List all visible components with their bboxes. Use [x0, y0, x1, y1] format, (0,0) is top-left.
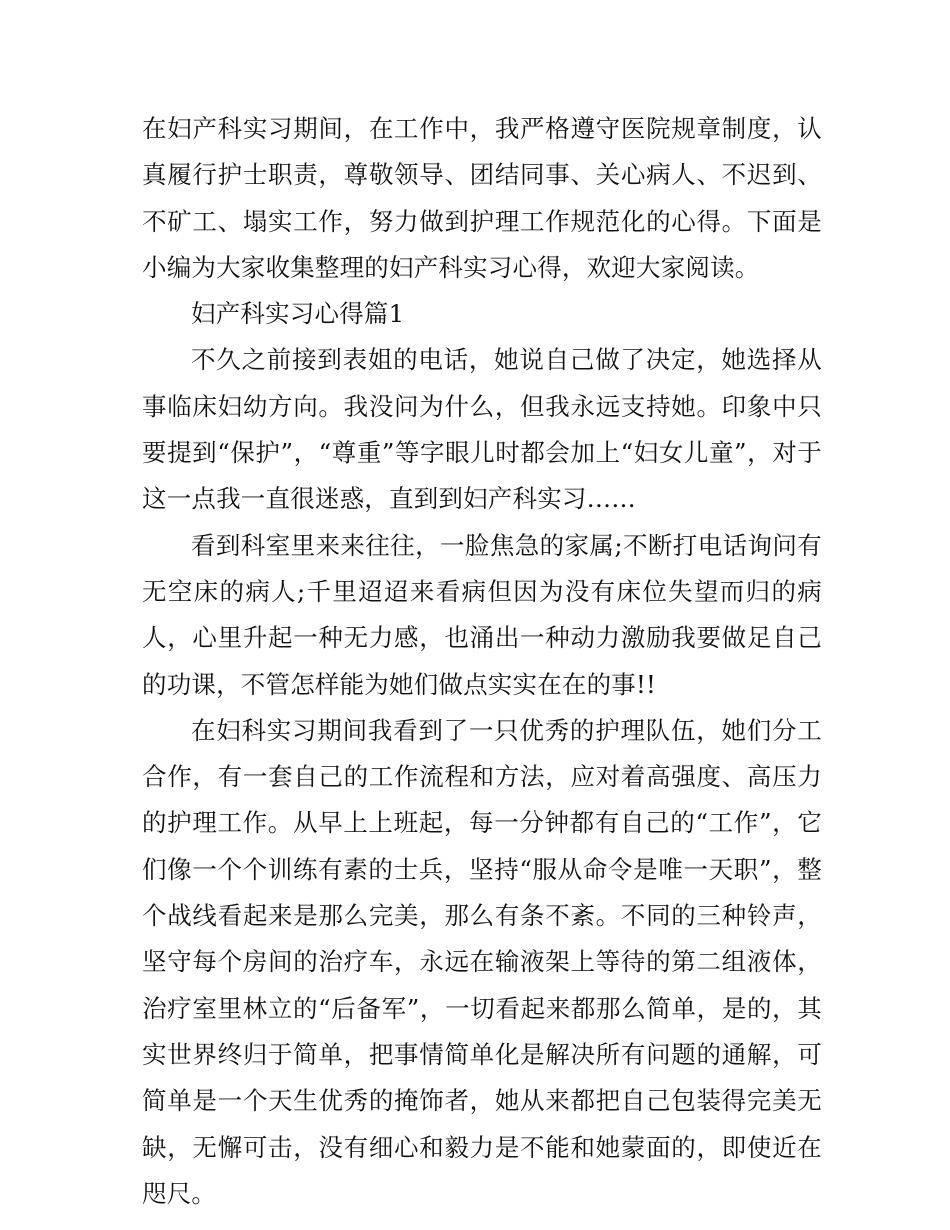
intro-paragraph: 在妇产科实习期间，在工作中，我严格遵守医院规章制度，认真履行护士职责，尊敬领导、团结同事、关心病人、不迟到、不矿工、塌实工作，努力做到护理工作规范化的心得。下面是小编为大家收集整理的妇产科实习心得，欢迎大家阅读。 — [142, 114, 822, 282]
body-paragraph-2: 看到科室里来来往往，一脸焦急的家属;不断打电话询问有无空床的病人;千里迢迢来看病但因为没有床位失望而归的病人，心里升起一种无力感，也涌出一种动力激励我要做足自己的功课，不管怎样能为她们做点实实在在的事!! — [142, 530, 822, 699]
document-body — [142, 106, 822, 1217]
body-paragraph-1: 不久之前接到表姐的电话，她说自己做了决定，她选择从事临床妇幼方向。我没问为什么，但我永远支持她。印象中只要提到“保护”，“尊重”等字眼儿时都会加上“妇女儿童”，对于这一点我一直很迷惑，直到到妇产科实习…… — [142, 345, 822, 514]
body-paragraph-3: 在妇科实习期间我看到了一只优秀的护理队伍，她们分工合作，有一套自己的工作流程和方法，应对着高强度、高压力的护理工作。从早上上班起，每一分钟都有自己的“工作”，它们像一个个训练有素的士兵，坚持“服从命令是唯一天职”，整个战线看起来是那么完美，那么有条不紊。不同的三种铃声，坚守每个房间的治疗车，永远在输液架上等待的第二组液体，治疗室里林立的“后备军”，一切看起来都那么简单，是的，其实世界终归于简单，把事情简单化是解决所有问题的通解，可简单是一个天生优秀的掩饰者，她从来都把自己包装得完美无缺，无懈可击，没有细心和毅力是不能和她蒙面的，即使近在咫尺。 — [142, 715, 822, 1208]
section-heading: 妇产科实习心得篇1 — [191, 299, 405, 329]
